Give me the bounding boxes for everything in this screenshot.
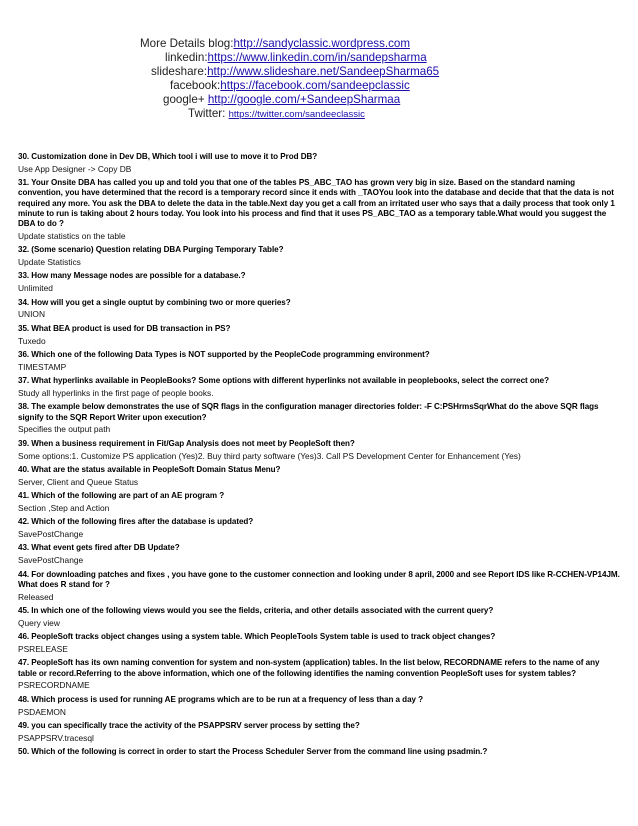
question-50: 50. Which of the following is correct in order to start the Process Scheduler Server from the command line using psadmin.? [18,747,488,757]
answer-39: Some options:1. Customize PS application (Yes)2. Buy third party software (Yes)3. Call PS Development Center for Enhancement (Yes) [18,450,521,461]
question-47: 47. PeopleSoft has its own naming convention for system and non-system (application) tables. In the list below, RECORDNAME refers to the name of any table or record.Referring to the above information, which one of the following identifies the naming convention PeopleSoft uses for system tables? [18,658,600,678]
question-45: 45. In which one of the following views would you see the fields, criteria, and other details associated with the current query? [18,606,494,616]
question-38: 38. The example below demonstrates the use of SQR flags in the configuration manager directories folder: -F C:PSHrmsSqrWhat do the above SQR flags signify to the SQR Report Writer upon execution? [18,402,599,422]
twitter-line [188,107,365,122]
slideshare-label: slideshare: [151,65,208,78]
answer-38: Specifies the output path [18,424,111,435]
answer-44: Released [18,591,54,602]
answer-43: SavePostChange [18,555,84,566]
slideshare-link[interactable]: http://www.slideshare.net/SandeepSharma65 [207,65,440,78]
linkedin-label: linkedin: [165,51,208,64]
google-link[interactable]: http://google.com/+SandeepSharmaa [207,93,401,106]
google-label: google+ [163,93,208,106]
question-30: 30. Customization done in Dev DB, Which tool i will use to move it to Prod DB? [18,152,318,161]
facebook-link[interactable]: https://facebook.com/sandeepclassic [220,79,410,92]
question-37: 37. What hyperlinks available in PeopleBooks? Some options with different hyperlinks not available in peoplebooks, select the correct one? [18,376,550,386]
answer-31: Update statistics on the table [18,230,126,241]
question-41: 41. Which of the following are part of an AE program ? [18,491,225,501]
question-36: 36. Which one of the following Data Types is NOT supported by the PeopleCode programming environment? [18,349,430,359]
twitter-link[interactable]: https://twitter.com/sandeeclassic [228,109,365,120]
qa-list [18,152,620,757]
question-49: 49. you can specifically trace the activity of the PSAPPSRV server process by setting the? [18,720,360,730]
blog-line [140,37,410,51]
linkedin-line [165,51,427,65]
blog-link[interactable]: http://sandyclassic.wordpress.com [233,37,410,50]
linkedin-link[interactable]: https://www.linkedin.com/in/sandepsharma [207,51,427,64]
answer-34: UNION [18,309,45,320]
answer-35: Tuxedo [18,335,46,346]
answer-41: Section ,Step and Action [18,502,110,513]
answer-46: PSRELEASE [18,644,68,655]
question-40: 40. What are the status available in PeopleSoft Domain Status Menu? [18,464,281,474]
google-line [163,93,400,107]
question-33: 33. How many Message nodes are possible for a database.? [18,271,246,281]
answer-36: TIMESTAMP [18,361,67,372]
question-39: 39. When a business requirement in Fit/Gap Analysis does not meet by PeopleSoft then? [18,438,355,448]
question-43: 43. What event gets fired after DB Update? [18,543,180,553]
answer-48: PSDAEMON [18,706,66,717]
question-31: 31. Your Onsite DBA has called you up and told you that one of the tables PS_ABC_TAO has grown very big in size. Based on the standard naming convention, you have determined that the record is a temporary record since it ends with _TAOYou look into the database and decide that that the data is not required any more. You ask the DBA to delete the data in the table.Next day you get a call from an irritated user who says that a daily process that took only 1 minute to run is taking about 2 hours today. You look into his process and find that it uses PS_ABC_TAO as a temporary table.What would you suggest the DBA to do ? [18,178,615,228]
question-35: 35. What BEA product is used for DB transaction in PS? [18,323,231,333]
answer-47: PSRECORDNAME [18,680,90,691]
facebook-label: facebook: [170,79,221,92]
answer-33: Unlimited [18,283,53,294]
answer-37: Study all hyperlinks in the first page of people books. [18,387,214,398]
question-42: 42. Which of the following fires after the database is updated? [18,517,254,527]
blog-label: More Details blog: [140,37,234,50]
question-32: 32. (Some scenario) Question relating DBA Purging Temporary Table? [18,245,284,255]
question-34: 34. How will you get a single ouptut by combining two or more queries? [18,297,291,307]
question-46: 46. PeopleSoft tracks object changes using a system table. Which PeopleTools System table is used to track object changes? [18,632,496,642]
slideshare-line [151,65,439,79]
answer-49: PSAPPSRV.tracesql [18,732,94,743]
answer-30: Use App Designer -> Copy DB [18,163,132,174]
answer-42: SavePostChange [18,529,84,540]
answer-40: Server, Client and Queue Status [18,476,139,487]
facebook-line [170,79,410,93]
answer-32: Update Statistics [18,256,81,267]
question-48: 48. Which process is used for running AE programs which are to be run at a frequency of less than a day ? [18,694,424,704]
twitter-label: Twitter: [188,107,229,120]
answer-45: Query view [18,617,60,628]
question-44: 44. For downloading patches and fixes , you have gone to the customer connection and looking under 8 april, 2000 and see Report IDS like R-CCHEN-VP14JM. What does R stand for ? [18,569,620,589]
